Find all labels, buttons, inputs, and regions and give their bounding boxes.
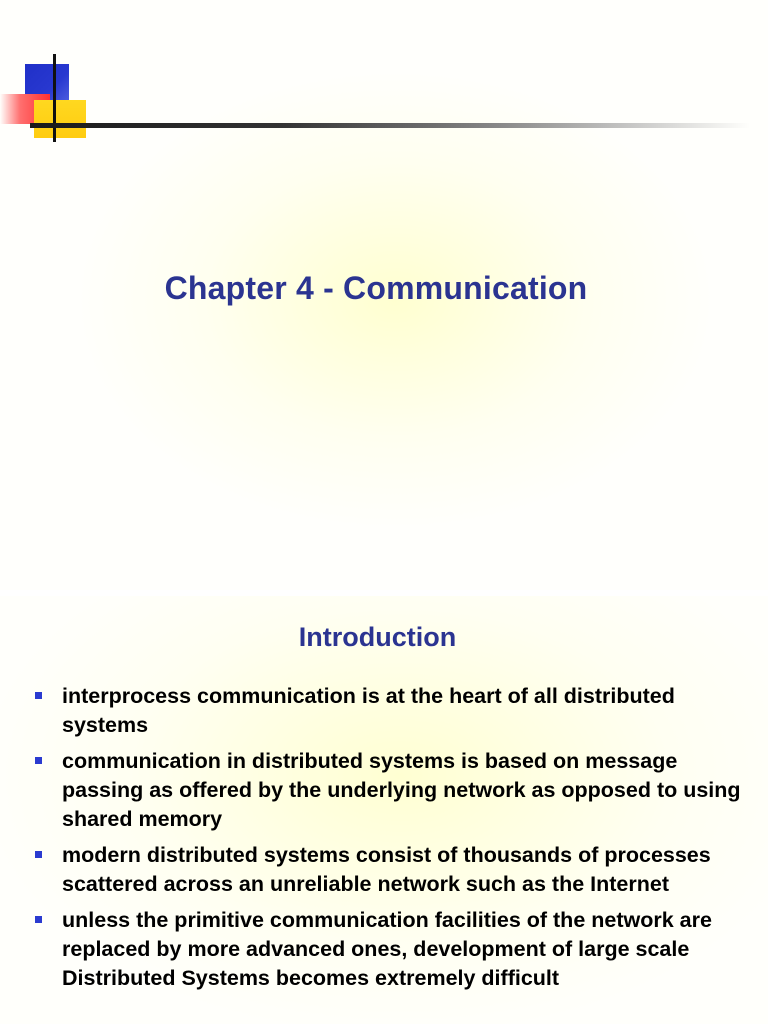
bullet-item [0,906,768,993]
square-bullet-icon [35,916,42,923]
bullet-item [0,747,768,834]
slide-title: Chapter 4 - Communication [164,270,588,306]
bullet-item [0,841,768,899]
bullet-list [0,682,768,1000]
introduction-slide [0,596,768,1024]
slide-heading: Introduction [298,622,457,652]
square-bullet-icon [35,757,42,764]
header-rule [30,123,750,128]
bullet-text: unless the primitive communication facilities of the network are replaced by more advanced ones, development of large scale Distributed Systems becomes extremely difficult [62,908,712,990]
bullet-text: interprocess communication is at the heart of all distributed systems [62,684,675,737]
bullet-text: modern distributed systems consist of thousands of processes scattered across an unreliable network such as the Internet [62,843,711,896]
square-bullet-icon [35,692,42,699]
logo-yellow-square [34,100,86,138]
bullet-item [0,682,768,740]
logo-vertical-line [53,54,56,142]
square-bullet-icon [35,851,42,858]
bullet-text: communication in distributed systems is based on message passing as offered by the underlying network as opposed to using shared memory [62,749,741,831]
slide-logo-graphic [0,50,110,150]
